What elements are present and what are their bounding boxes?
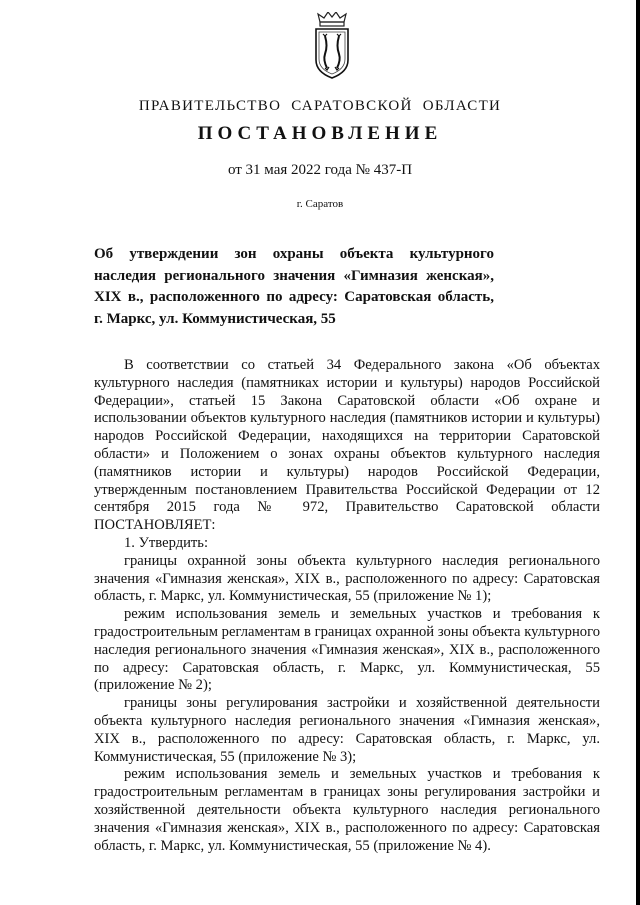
title-line: наследия регионального значения «Гимназия женская», bbox=[94, 267, 494, 284]
body-paragraph: границы зоны регулирования застройки и хозяйственной деятельности объекта культурного наследия регионального значения «Гимназия женская», XIX в., расположенного по адресу: Саратовская область, г. Маркс, ул. Коммунистическая, 55 (приложение № 3); bbox=[94, 695, 600, 765]
organization-heading: ПРАВИТЕЛЬСТВО САРАТОВСКОЙ ОБЛАСТИ bbox=[138, 98, 502, 114]
document-body bbox=[94, 357, 600, 855]
body-paragraph: режим использования земель и земельных участков и требования к градостроительным регламентам в границах зоны регулирования застройки и хозяйственной деятельности объекта культурного наследия регионального значения «Гимназия женская», XIX в., расположенного по адресу: Саратовская область, г. Маркс, ул. Коммунистическая, 55 (приложение № 4). bbox=[94, 766, 600, 854]
title-line: г. Маркс, ул. Коммунистическая, 55 bbox=[94, 310, 336, 327]
body-paragraph: границы охранной зоны объекта культурного наследия регионального значения «Гимназия женская», XIX в., расположенного по адресу: Саратовская область, г. Маркс, ул. Коммунистическая, 55 (приложение № 1); bbox=[94, 552, 600, 605]
saratov-coat-of-arms-icon bbox=[312, 12, 352, 80]
city-label: г. Саратов bbox=[296, 198, 344, 210]
title-line: XIX в., расположенного по адресу: Саратовская область, bbox=[94, 289, 494, 305]
body-paragraph: режим использования земель и земельных участков и требования к градостроительным регламентам в границах охранной зоны объекта культурного наследия регионального значения «Гимназия женская», XIX в., расположенного по адресу: Саратовская область, г. Маркс, ул. Коммунистическая, 55 (приложение № 2); bbox=[94, 606, 600, 694]
title-line: Об утверждении зон охраны объекта культурного bbox=[94, 246, 494, 262]
document-title bbox=[94, 244, 494, 330]
body-paragraph: 1. Утвердить: bbox=[124, 534, 209, 551]
date-and-number: от 31 мая 2022 года № 437-П bbox=[227, 162, 413, 178]
body-paragraph: В соответствии со статьей 34 Федерального закона «Об объектах культурного наследия (памятниках истории и культуры) народов Российской Федерации», статьей 15 Закона Саратовской области «Об охране и использовании объектов культурного наследия (памятников истории и культуры) народов Российской Федерации, находящихся на территории Саратовской области» и Положением о зонах охраны объектов культурного наследия (памятников истории и культуры) народов Российской Федерации, утвержденным постановлением Правительства Российской Федерации от 12 сентября 2015 года № 972, Правительство Саратовской области ПОСТАНОВЛЯЕТ: bbox=[94, 357, 600, 534]
document-type: ПОСТАНОВЛЕНИЕ bbox=[197, 123, 443, 144]
